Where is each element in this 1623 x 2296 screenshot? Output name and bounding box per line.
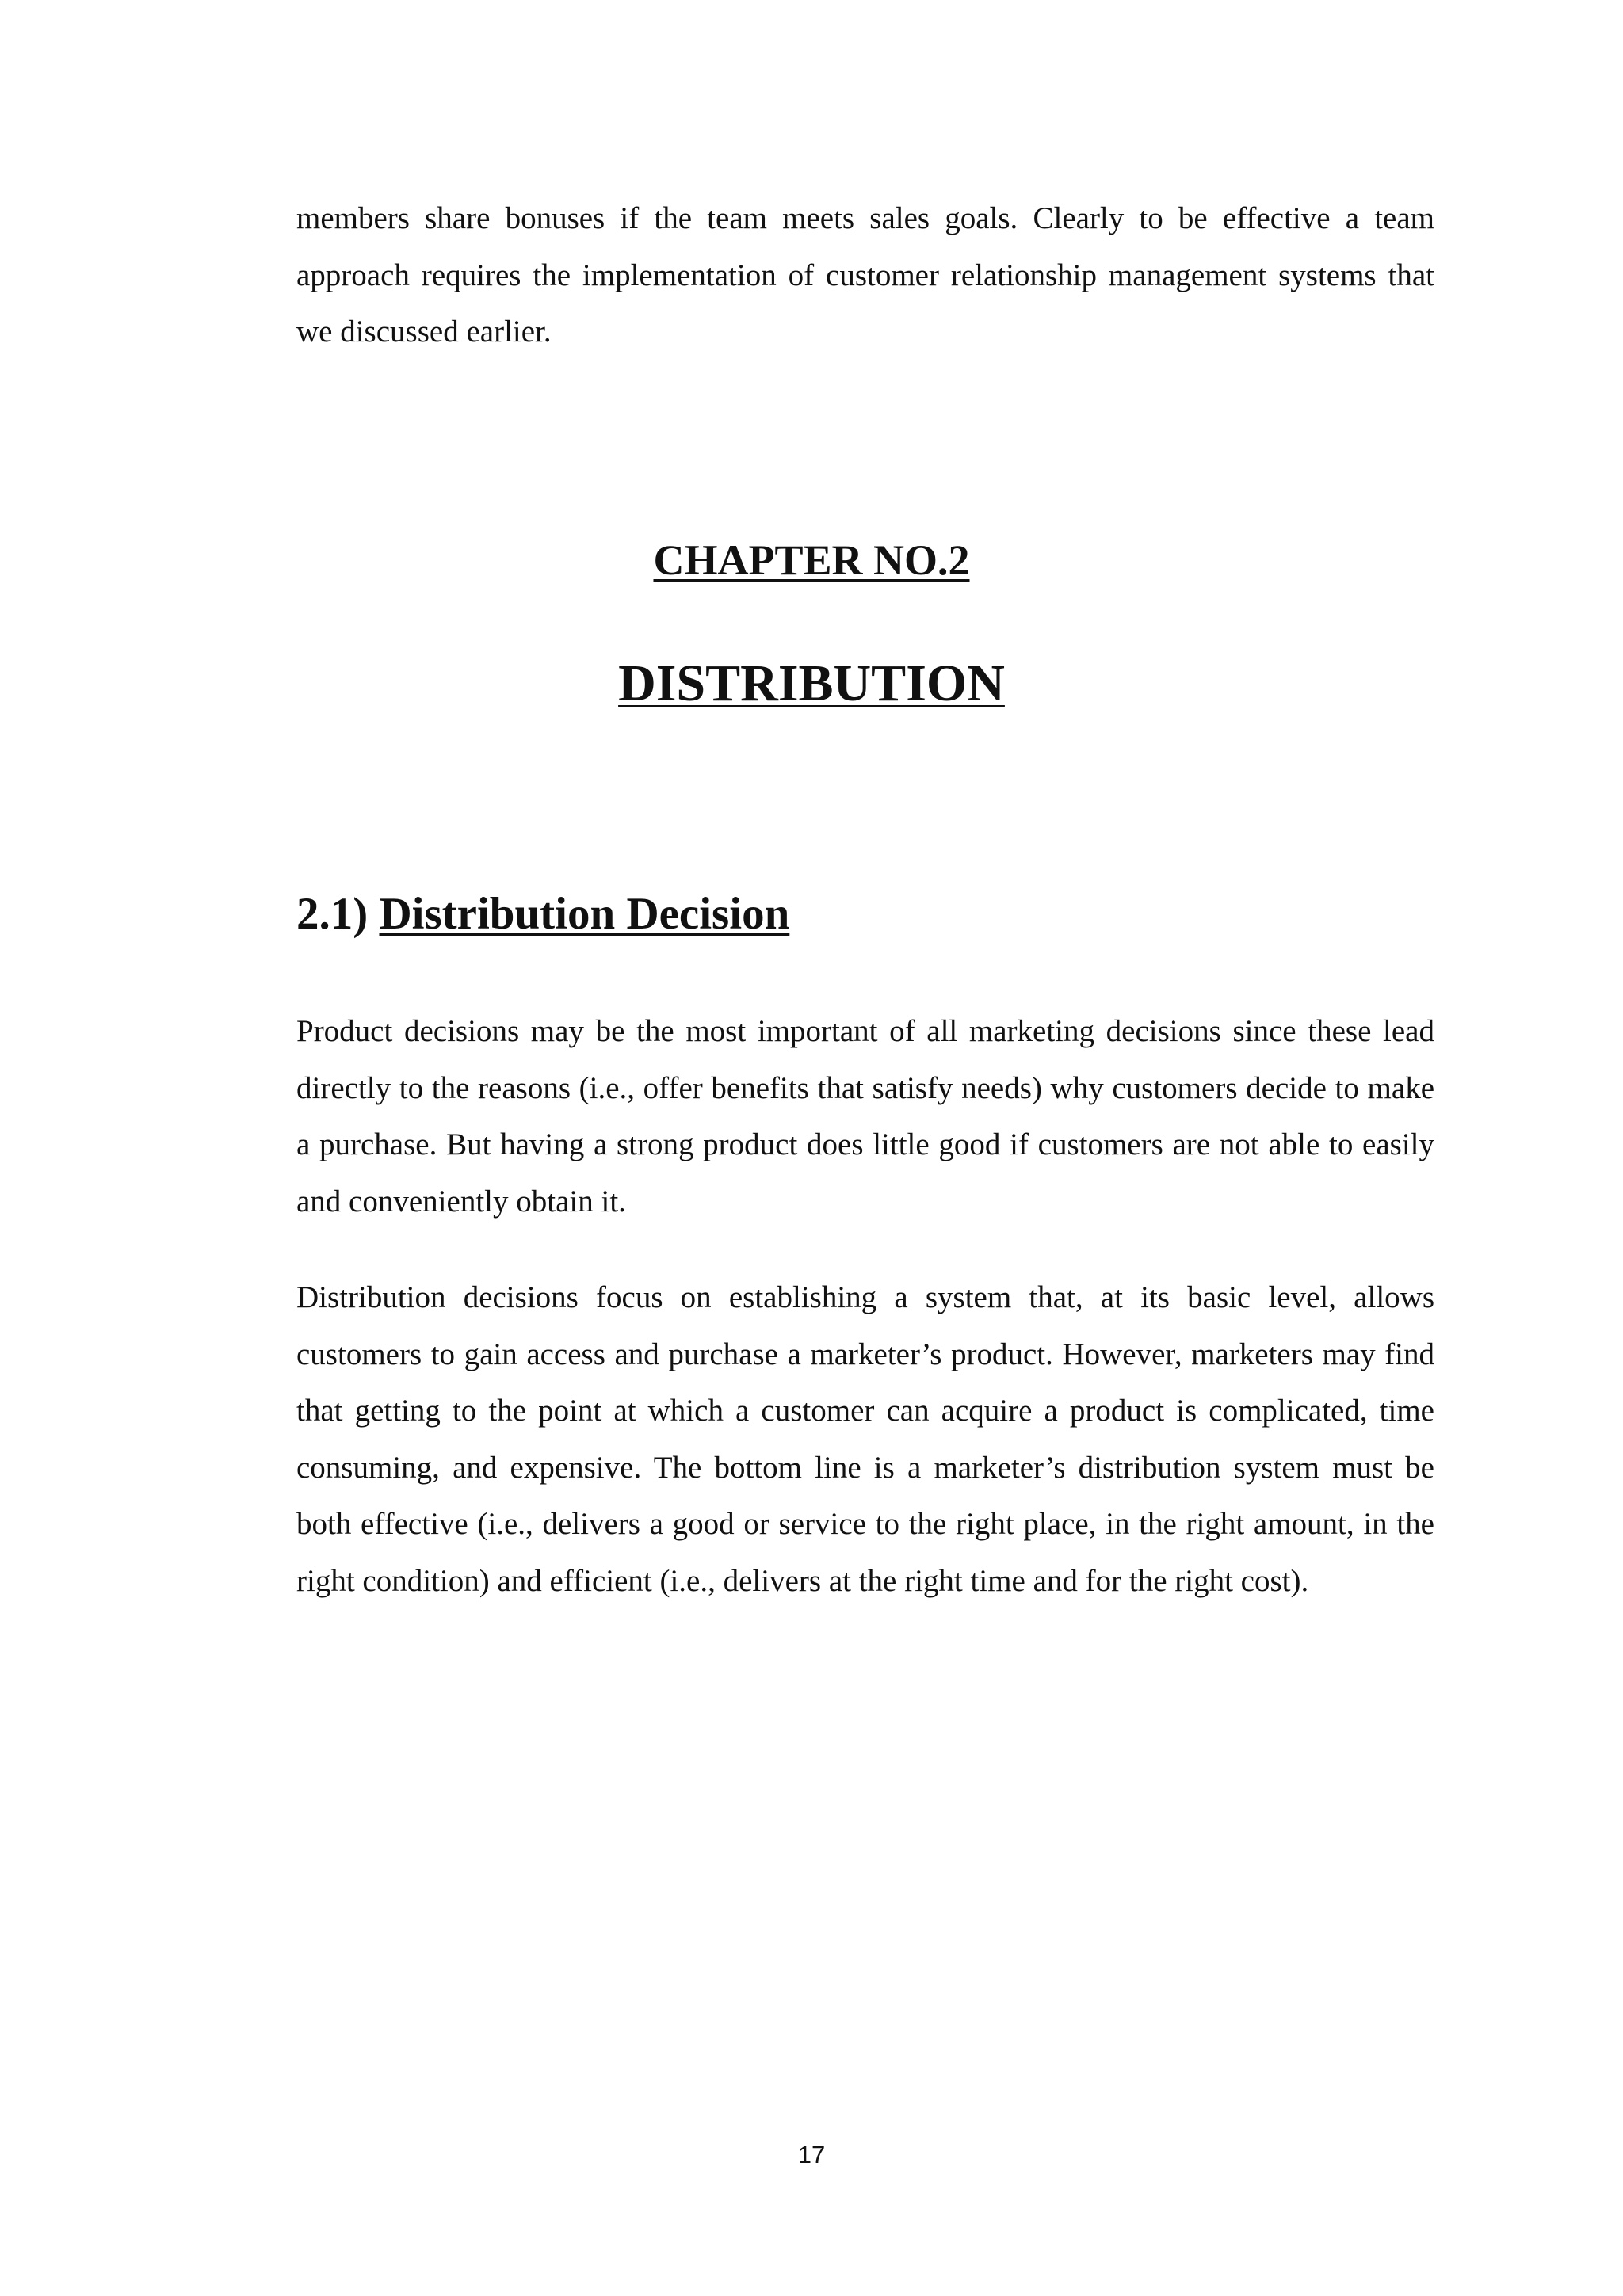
chapter-label-text: CHAPTER NO.2 (653, 536, 970, 584)
page-number: 17 (797, 2141, 826, 2168)
continued-paragraph: members share bonuses if the team meets sales goals. Clearly to be effective a team approach requires the implementation of customer relationship management systems that we discussed earlier. (296, 201, 1434, 349)
paragraph-distribution-decisions: Distribution decisions focus on establishing a system that, at its basic level, allows customers to gain access and purchase a marketer’s product. However, marketers may find that getting to the point at which a customer can acquire a product is complicated, time consuming, and expensive. The bottom line is a marketer’s distribution system must be both effective (i.e., delivers a good or service to the right place, in the right amount, in the right condition) and efficient (i.e., delivers at the right time and for the right cost). (296, 1280, 1434, 1598)
section-title-text: Distribution Decision (379, 889, 790, 939)
chapter-title (0, 650, 1623, 718)
paragraph-product-decisions: Product decisions may be the most important of all marketing decisions since these lead directly to the reasons (i.e., offer benefits that satisfy needs) why customers decide to make a purchase. But having a strong product does little good if customers are not able to easily and conveniently obtain it. (296, 1014, 1434, 1219)
chapter-label (0, 532, 1623, 588)
section-heading (296, 886, 789, 943)
chapter-title-text: DISTRIBUTION (618, 654, 1005, 712)
section-number: 2.1) (296, 889, 369, 939)
